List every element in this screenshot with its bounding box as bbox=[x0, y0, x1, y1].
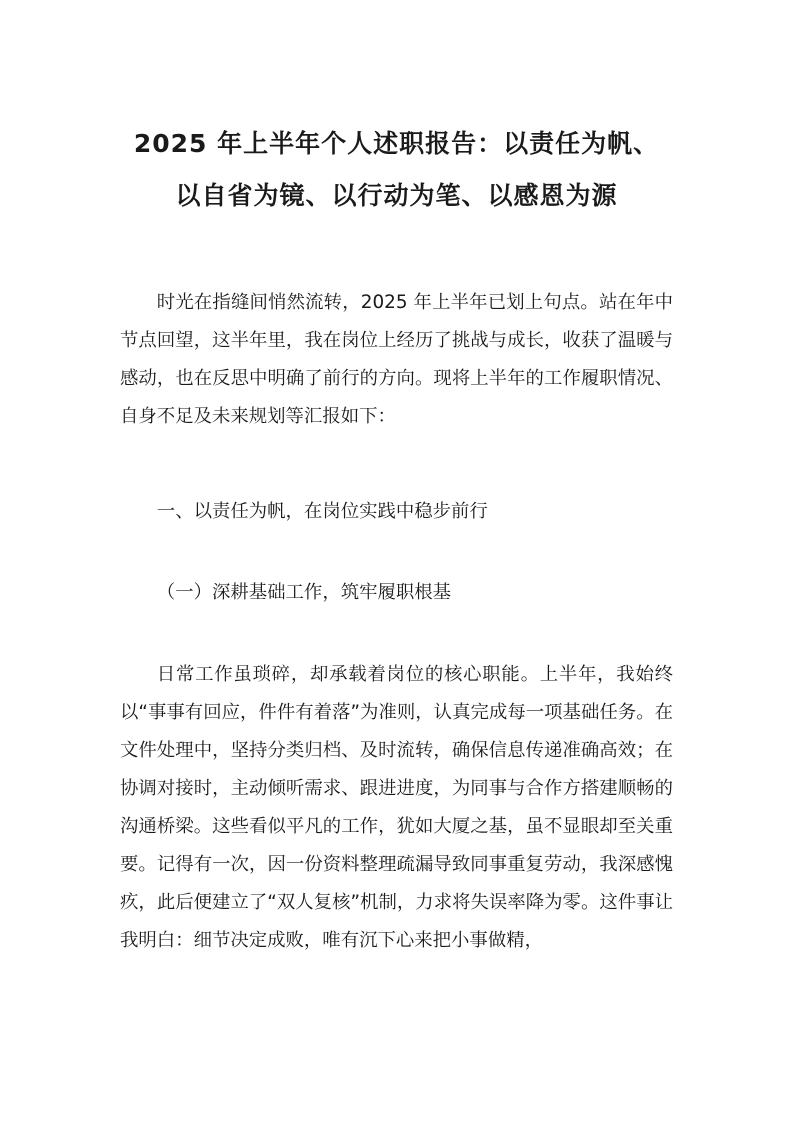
subsection-heading-1: （一）深耕基础工作，筑牢履职根基 bbox=[156, 582, 452, 603]
section-heading-1: 一、以责任为帆，在岗位实践中稳步前行 bbox=[156, 501, 488, 522]
title-line-2: 以自省为镜、以行动为笔、以感恩为源 bbox=[175, 181, 618, 210]
title-line-1: 2025 年上半年个人述职报告：以责任为帆、 bbox=[133, 129, 660, 158]
document-title bbox=[100, 118, 693, 222]
intro-paragraph: 时光在指缝间悄然流转，2025 年上半年已划上句点。站在年中节点回望，这半年里，我在岗位上经历了挑战与成长，收获了温暖与感动，也在反思中明确了前行的方向。现将上半年的工作履职情况、自身不足及未来规划等汇报如下： bbox=[120, 292, 673, 427]
body-paragraph: 日常工作虽琐碎，却承载着岗位的核心职能。上半年，我始终以“事事有回应，件件有着落”为准则，认真完成每一项基础任务。在文件处理中，坚持分类归档、及时流转，确保信息传递准确高效；在协调对接时，主动倾听需求、跟进进度，为同事与合作方搭建顺畅的沟通桥梁。这些看似平凡的工作，犹如大厦之基，虽不显眼却至关重要。记得有一次，因一份资料整理疏漏导致同事重复劳动，我深感愧疚，此后便建立了“双人复核”机制，力求将失误率降为零。这件事让我明白：细节决定成败，唯有沉下心来把小事做精， bbox=[120, 664, 673, 951]
